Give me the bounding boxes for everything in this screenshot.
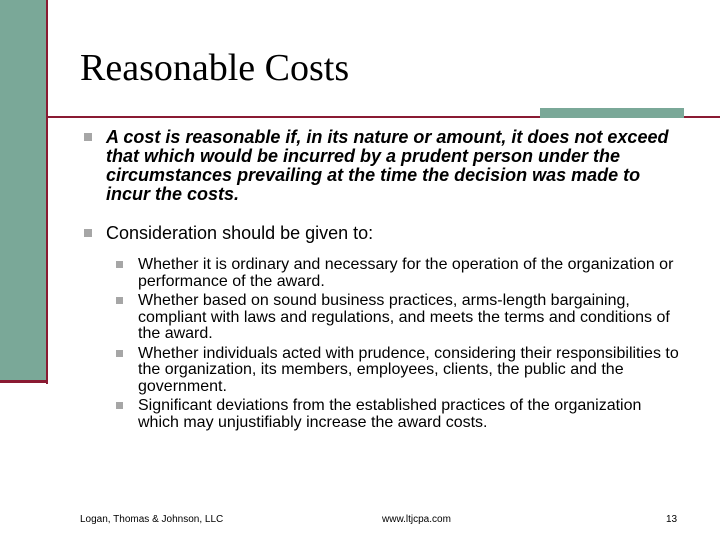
sub-bullet-item [116,346,684,396]
sub-bullet-item [116,293,684,343]
sub-bullet-text: Whether it is ordinary and necessary for the operation of the organization or performance of the award. [138,256,674,290]
sub-bullet-item [116,398,684,431]
square-bullet-icon [116,350,123,357]
footer-website: www.ltjcpa.com [382,514,451,525]
square-bullet-icon [84,229,92,237]
sub-bullet-text: Whether based on sound business practices, arms-length bargaining, compliant with laws and regulations, and meets the terms and conditions of the award. [138,292,670,342]
title-accent-block [540,108,684,118]
square-bullet-icon [116,261,123,268]
bullet-text: Consideration should be given to: [106,223,374,243]
sub-bullet-list [116,257,684,431]
square-bullet-icon [116,297,123,304]
bullet-text: A cost is reasonable if, in its nature or amount, it does not exceed that which would be incurred by a prudent person under the circumstances prevailing at the time the decision was made to incur the costs. [106,127,669,204]
square-bullet-icon [84,133,92,141]
bullet-list [84,128,684,434]
left-accent-line [46,0,48,384]
footer-page-number: 13 [666,514,678,525]
bullet-item [84,128,684,204]
slide-title: Reasonable Costs [80,47,350,89]
sub-bullet-text: Significant deviations from the established practices of the organization which may unjustifiably increase the award costs. [138,397,642,431]
sub-bullet-item [116,257,684,290]
left-bottom-rule [0,380,48,383]
sub-bullet-text: Whether individuals acted with prudence, considering their responsibilities to the organization, its members, employees, clients, the public and the government. [138,344,679,395]
footer-company: Logan, Thomas & Johnson, LLC [80,514,224,525]
bullet-item [84,224,684,243]
square-bullet-icon [116,402,123,409]
left-accent-bar [0,0,46,380]
